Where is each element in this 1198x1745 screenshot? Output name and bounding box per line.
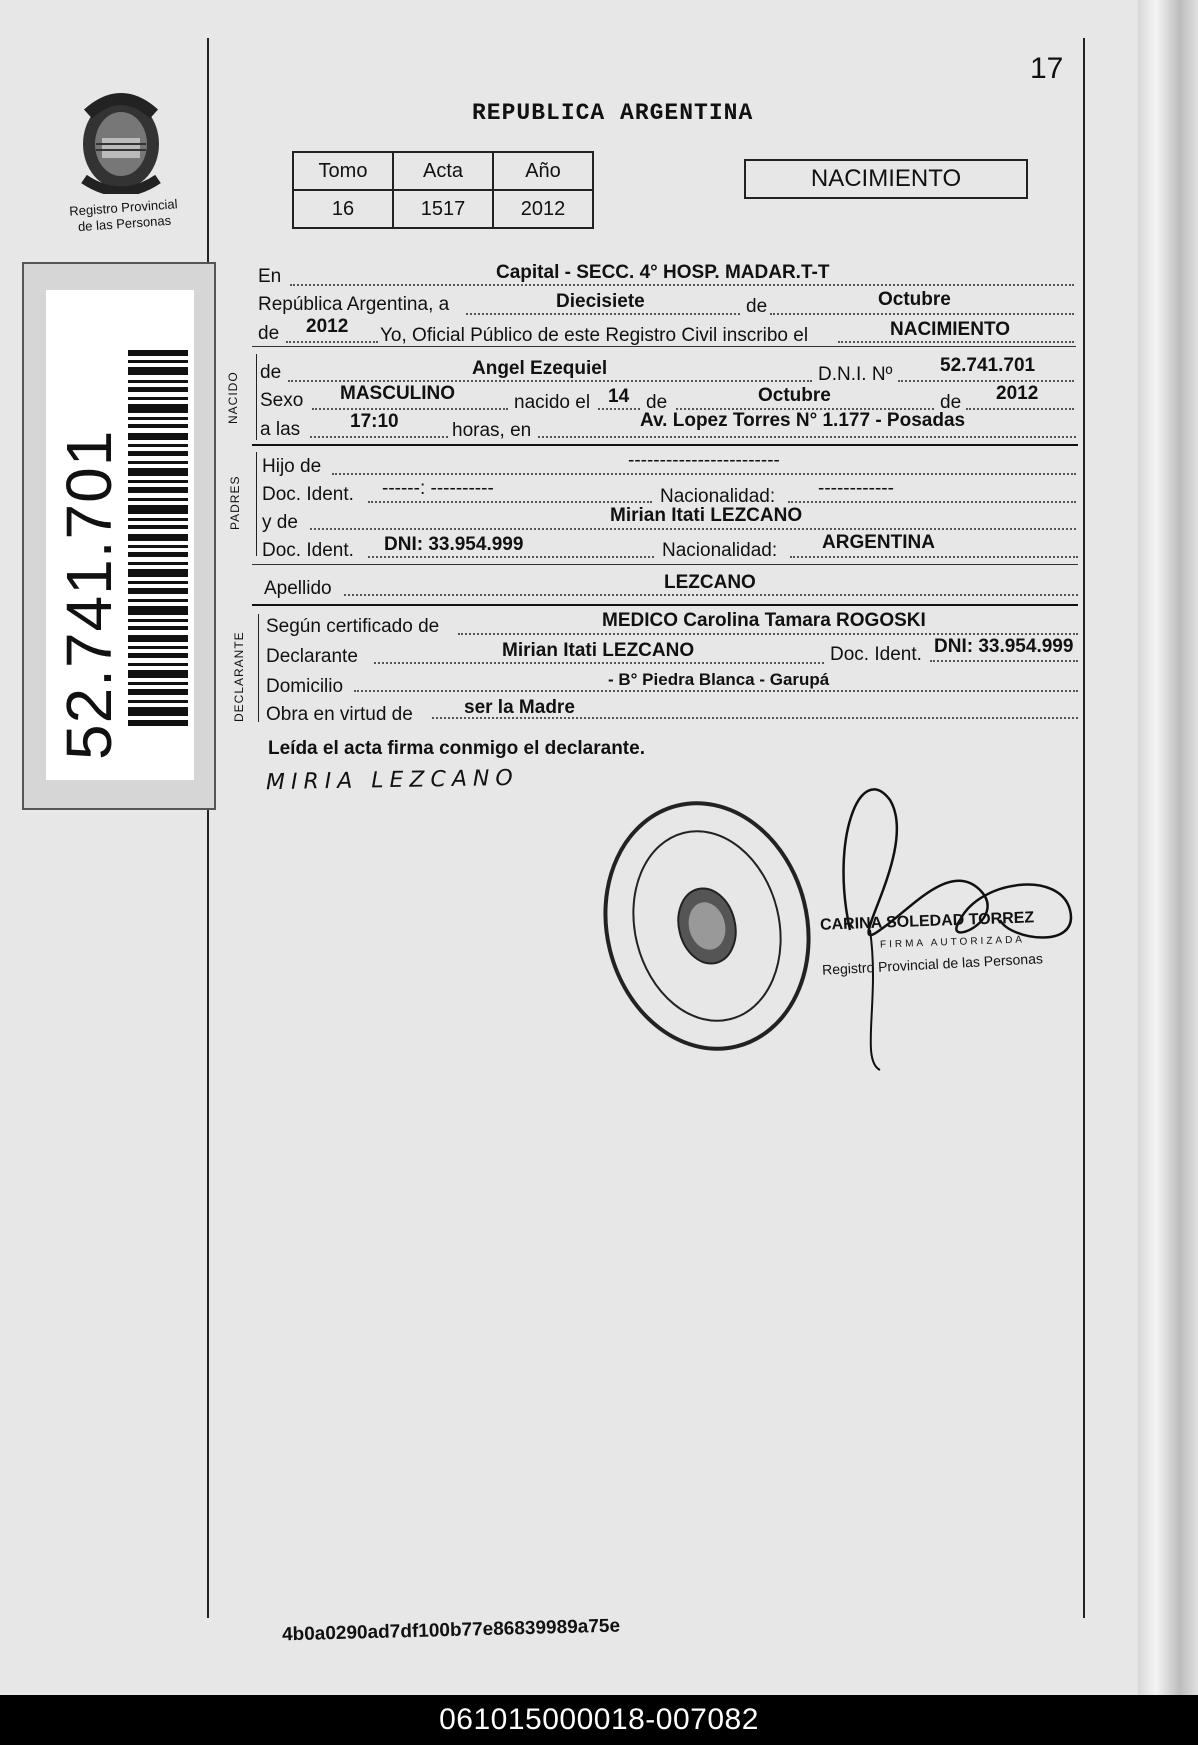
province-logo <box>66 84 176 194</box>
official-office: Registro Provincial de las Personas <box>821 950 1044 978</box>
document-title: REPUBLICA ARGENTINA <box>472 100 754 126</box>
birth-day: 14 <box>608 386 630 407</box>
sexo-label: Sexo <box>260 390 304 411</box>
declarante-value: Mirian Itati LEZCANO <box>502 640 695 661</box>
dotted-leader <box>286 341 378 343</box>
domicilio-label: Domicilio <box>266 676 344 697</box>
tomo-value: 16 <box>293 190 393 228</box>
dotted-leader <box>466 313 740 315</box>
dotted-leader <box>838 341 1074 343</box>
logo-caption-line1: Registro Provincial <box>68 196 178 219</box>
dotted-leader <box>354 690 1078 692</box>
handwritten-signature: MIRIA LEZCANO <box>265 765 519 796</box>
mother-nationality: ARGENTINA <box>822 532 935 553</box>
section-divider <box>252 564 1078 565</box>
logo-caption-line2: de las Personas <box>77 212 172 235</box>
de-label: de <box>746 296 768 317</box>
birth-place: Av. Lopez Torres N° 1.177 - Posadas <box>640 410 966 431</box>
padres-section-label: PADRES <box>228 475 242 530</box>
father-name: ------------------------ <box>628 450 780 471</box>
birth-time: 17:10 <box>350 411 399 432</box>
sexo-value: MASCULINO <box>340 383 456 404</box>
child-dni: 52.741.701 <box>940 355 1036 376</box>
dotted-leader <box>788 501 1076 503</box>
dotted-leader <box>770 313 1074 315</box>
act-value: NACIMIENTO <box>890 319 1010 340</box>
apellido-value: LEZCANO <box>664 572 756 593</box>
barcode-panel <box>22 262 216 810</box>
section-bracket <box>258 614 259 722</box>
hijo-label: Hijo de <box>262 456 322 477</box>
dotted-leader <box>290 284 1074 286</box>
logo-caption <box>59 196 189 237</box>
nacido-section-label: NACIDO <box>226 371 240 424</box>
doc-ident-label: Doc. Ident. <box>262 540 354 561</box>
declarante-doc: DNI: 33.954.999 <box>934 636 1074 657</box>
province-shield-icon <box>66 84 176 194</box>
footer-code: 061015000018-007082 <box>439 1703 759 1736</box>
official-name: CARINA SOLEDAD TORREZ <box>819 909 1035 934</box>
certificado-label: Según certificado de <box>266 616 440 637</box>
footer-code-band <box>0 1695 1198 1745</box>
anio-value: 2012 <box>493 190 593 228</box>
nacionalidad-label: Nacionalidad: <box>662 540 778 561</box>
year-value: 2012 <box>306 316 349 337</box>
dotted-leader <box>458 633 1078 635</box>
apellido-label: Apellido <box>264 578 332 599</box>
child-name: Angel Ezequiel <box>472 358 608 379</box>
certificado-value: MEDICO Carolina Tamara ROGOSKI <box>602 610 926 631</box>
section-divider <box>252 444 1078 446</box>
de-label: de <box>646 392 668 413</box>
official-seal <box>596 792 818 1060</box>
father-nationality: ------------ <box>818 478 894 499</box>
birth-year: 2012 <box>996 383 1039 404</box>
dotted-leader <box>310 436 448 438</box>
barcode-label <box>46 290 194 780</box>
registry-table <box>292 151 594 229</box>
section-bracket <box>256 452 257 556</box>
dotted-leader <box>538 436 1076 438</box>
obra-label: Obra en virtud de <box>266 704 413 725</box>
official-role: FIRMA AUTORIZADA <box>879 934 1026 951</box>
de-label: de <box>260 362 282 383</box>
dotted-leader <box>790 556 1078 558</box>
dotted-leader <box>332 473 1076 475</box>
en-label: En <box>258 266 282 287</box>
dni-label: D.N.I. Nº <box>818 364 893 385</box>
mother-name: Mirian Itati LEZCANO <box>610 505 803 526</box>
dotted-leader <box>598 408 640 410</box>
dotted-leader <box>898 380 1074 382</box>
place-value: Capital - SECC. 4° HOSP. MADAR.T-T <box>496 262 830 283</box>
section-divider <box>252 604 1078 606</box>
closing-statement: Leída el acta firma conmigo el declarante. <box>268 738 645 759</box>
alas-label: a las <box>260 419 301 440</box>
nacionalidad-label: Nacionalidad: <box>660 486 776 507</box>
declarante-label: Declarante <box>266 646 358 667</box>
book-spine <box>1138 0 1198 1695</box>
dotted-leader <box>344 594 1078 596</box>
obra-value: ser la Madre <box>464 697 575 718</box>
barcode-number: 52.741.701 <box>53 429 125 760</box>
yde-label: y de <box>262 512 298 533</box>
dotted-leader <box>368 556 654 558</box>
right-margin-rule <box>1083 38 1085 1618</box>
republica-label: República Argentina, a <box>258 294 450 315</box>
document-hash: 4b0a0290ad7df100b77e86839989a75e <box>281 1615 621 1646</box>
declarante-section-label: DECLARANTE <box>232 631 246 722</box>
father-doc: ------: ---------- <box>382 478 494 499</box>
birth-month: Octubre <box>758 385 831 406</box>
anio-header: Año <box>493 152 593 190</box>
de-label: de <box>940 392 962 413</box>
dotted-leader <box>312 408 508 410</box>
dotted-leader <box>368 501 652 503</box>
month-value: Octubre <box>878 289 951 310</box>
mother-doc: DNI: 33.954.999 <box>384 534 524 555</box>
domicilio-value: - B° Piedra Blanca - Garupá <box>608 670 830 689</box>
seal-icon <box>596 792 818 1060</box>
barcode-icon <box>128 350 188 730</box>
dotted-leader <box>966 408 1074 410</box>
dotted-leader <box>310 528 1076 530</box>
day-value: Diecisiete <box>556 291 645 312</box>
dotted-leader <box>288 380 812 382</box>
dotted-leader <box>930 660 1078 662</box>
doc-ident-label: Doc. Ident. <box>830 644 922 665</box>
acta-header: Acta <box>393 152 493 190</box>
horas-label: horas, en <box>452 420 532 441</box>
inscribo-label: Yo, Oficial Público de este Registro Civil inscribo el <box>380 325 809 346</box>
page-number: 17 <box>1030 52 1064 85</box>
doc-ident-label: Doc. Ident. <box>262 484 354 505</box>
acta-value: 1517 <box>393 190 493 228</box>
nacido-el-label: nacido el <box>514 392 591 413</box>
section-bracket <box>256 354 257 440</box>
tomo-header: Tomo <box>293 152 393 190</box>
de-label: de <box>258 323 280 344</box>
section-divider <box>252 346 1076 347</box>
act-type: NACIMIENTO <box>810 165 962 192</box>
dotted-leader <box>374 662 824 664</box>
act-type-box <box>744 159 1028 199</box>
